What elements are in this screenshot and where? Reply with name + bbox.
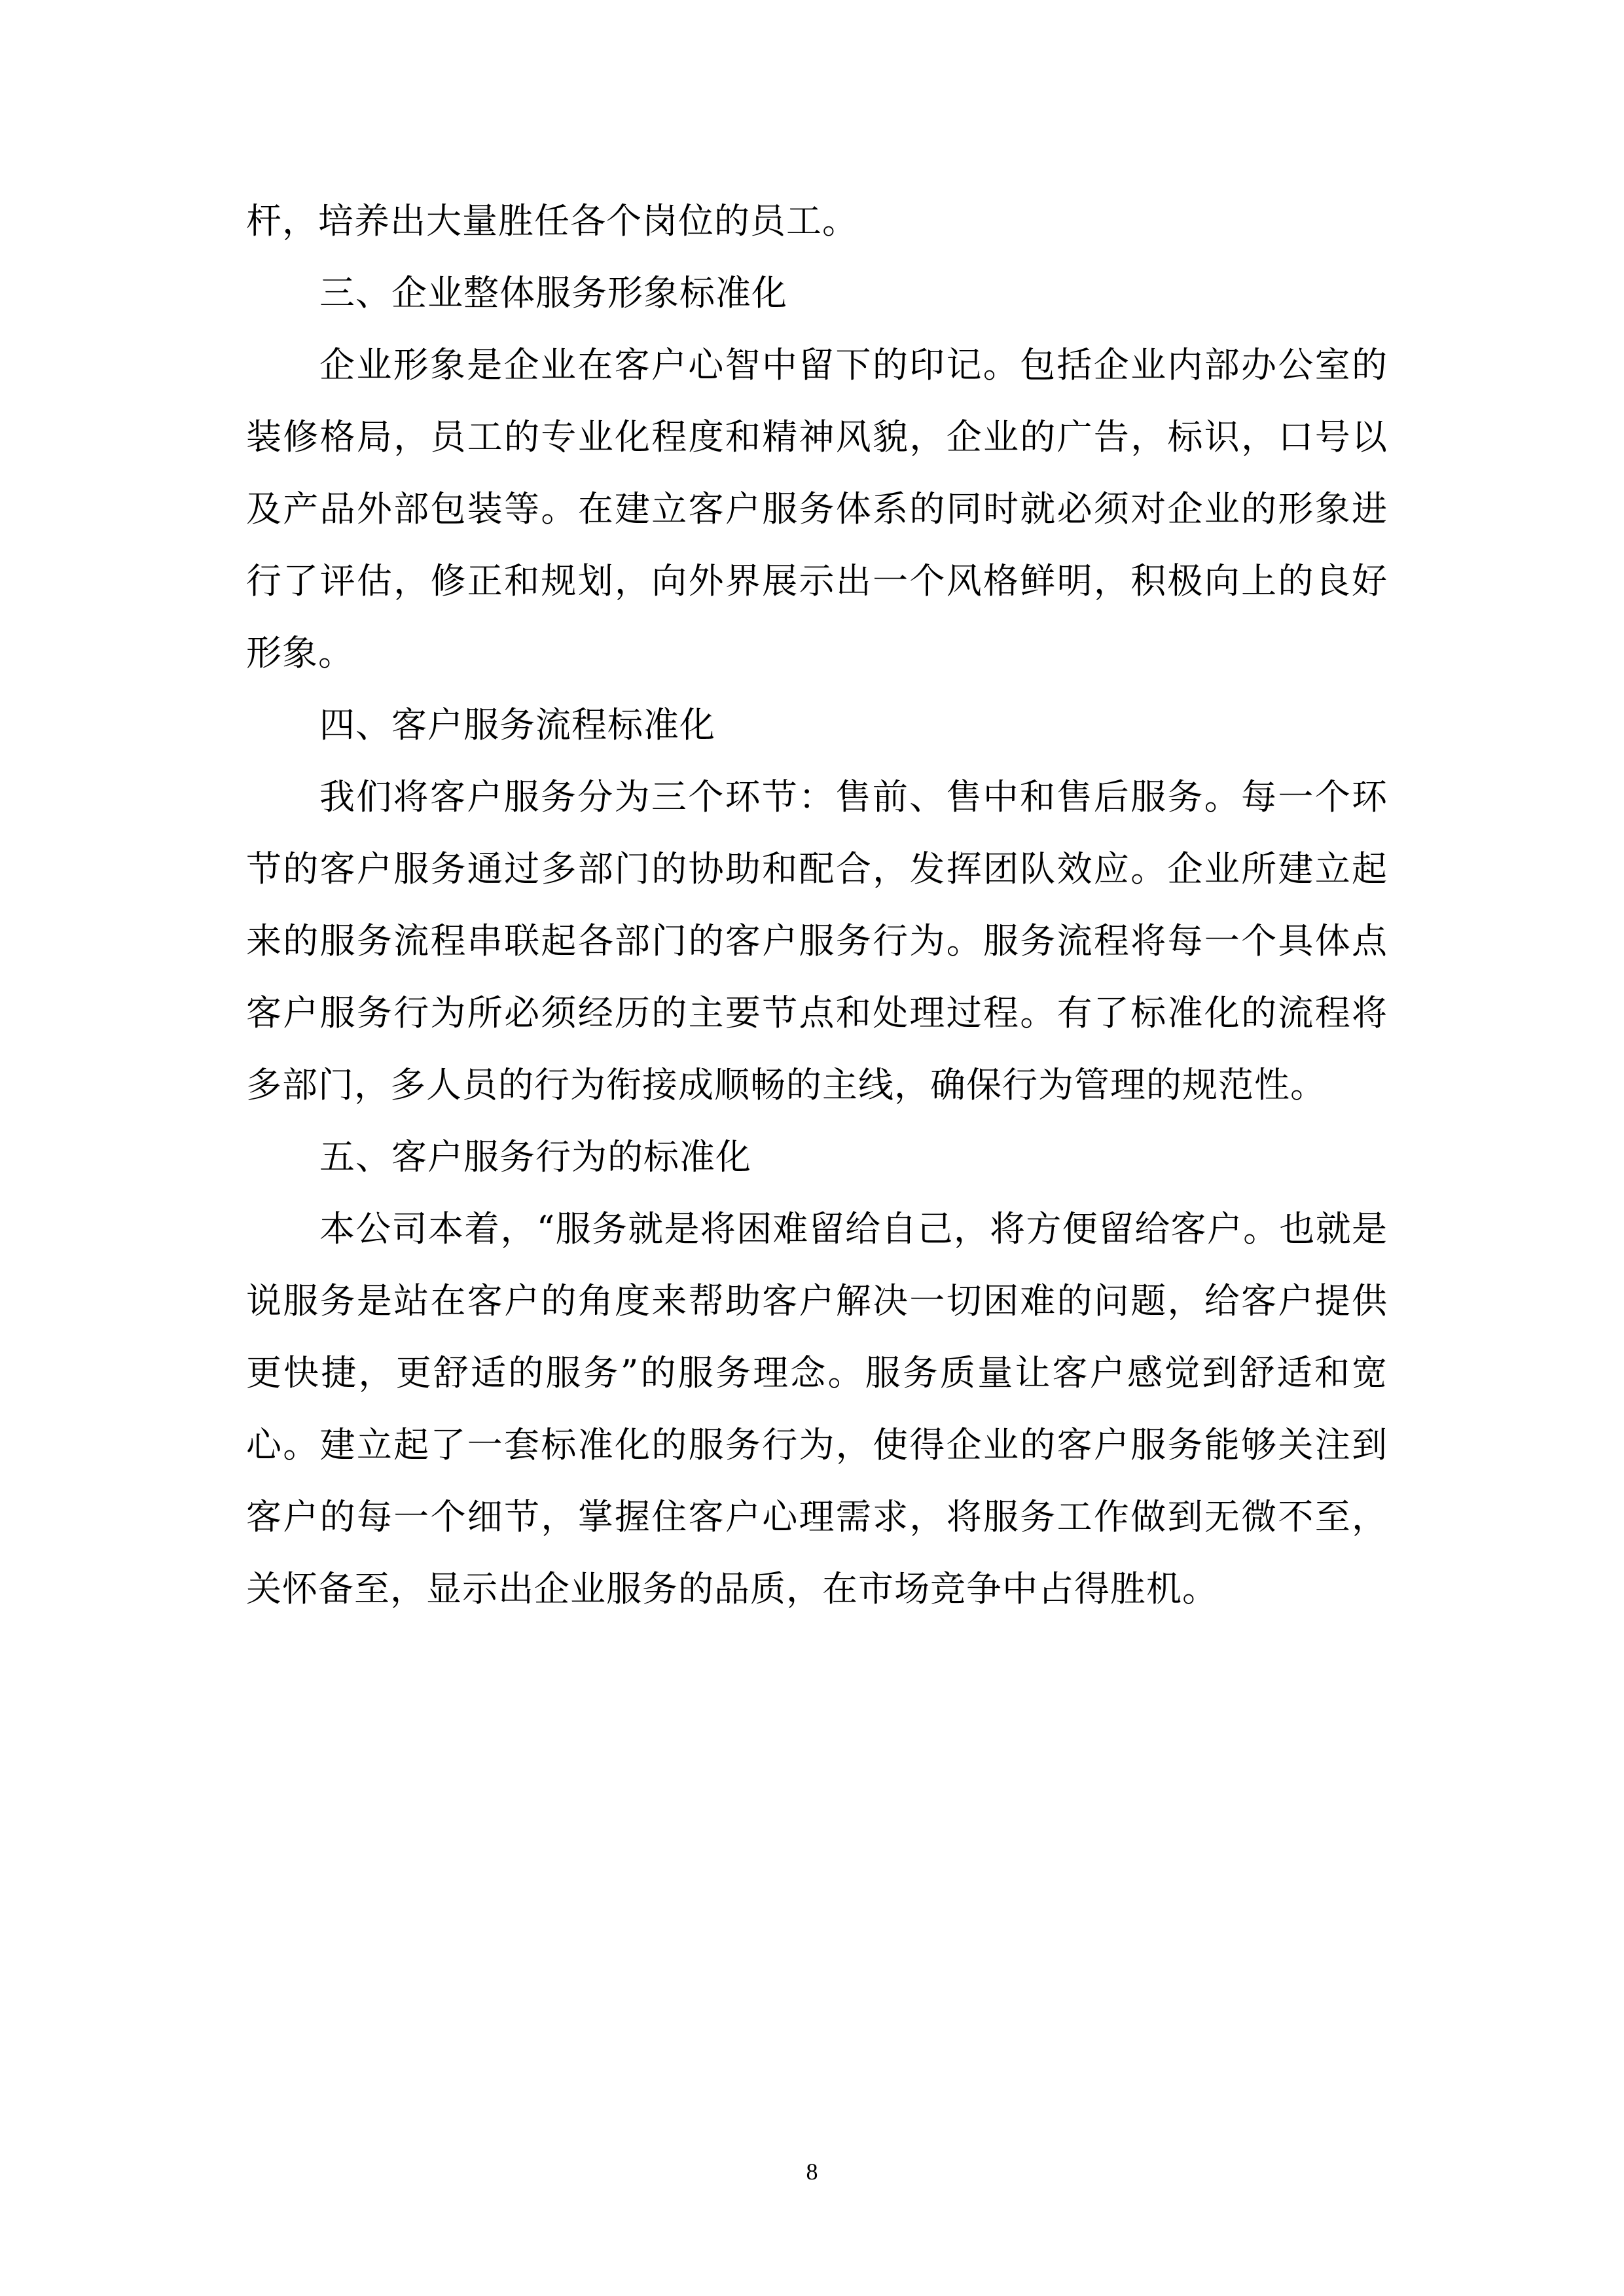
section-heading-5: 五、客户服务行为的标准化 [319, 1136, 751, 1177]
continuation-paragraph: 杆，培养出大量胜任各个岗位的员工。 [246, 200, 858, 242]
body-paragraph-image: 企业形象是企业在客户心智中留下的印记。包括企业内部办公室的装修格局，员工的专业化程度和精神风貌，企业的广告，标识，口号以及产品外部包装等。在建立客户服务体系的同时就必须对企业的形象进行了评估，修正和规划，向外界展示出一个风格鲜明，积极向上的良好形象。 [246, 344, 1388, 673]
page-number: 8 [806, 2159, 818, 2185]
document-body [246, 185, 1388, 1625]
section-heading-3: 三、企业整体服务形象标准化 [319, 272, 787, 314]
body-paragraph-behavior: 本公司本着，“服务就是将困难留给自己，将方便留给客户。也就是说服务是站在客户的角度来帮助客户解决一切困难的问题，给客户提供更快捷，更舒适的服务”的服务理念。服务质量让客户感觉到舒适和宽心。建立起了一套标准化的服务行为，使得企业的客户服务能够关注到客户的每一个细节，掌握住客户心理需求，将服务工作做到无微不至，关怀备至，显示出企业服务的品质，在市场竞争中占得胜机。 [246, 1208, 1388, 1609]
body-paragraph-process: 我们将客户服务分为三个环节：售前、售中和售后服务。每一个环节的客户服务通过多部门的协助和配合，发挥团队效应。企业所建立起来的服务流程串联起各部门的客户服务行为。服务流程将每一个具体点客户服务行为所必须经历的主要节点和处理过程。有了标准化的流程将多部门，多人员的行为衔接成顺畅的主线，确保行为管理的规范性。 [246, 776, 1388, 1105]
section-heading-4: 四、客户服务流程标准化 [319, 704, 715, 745]
